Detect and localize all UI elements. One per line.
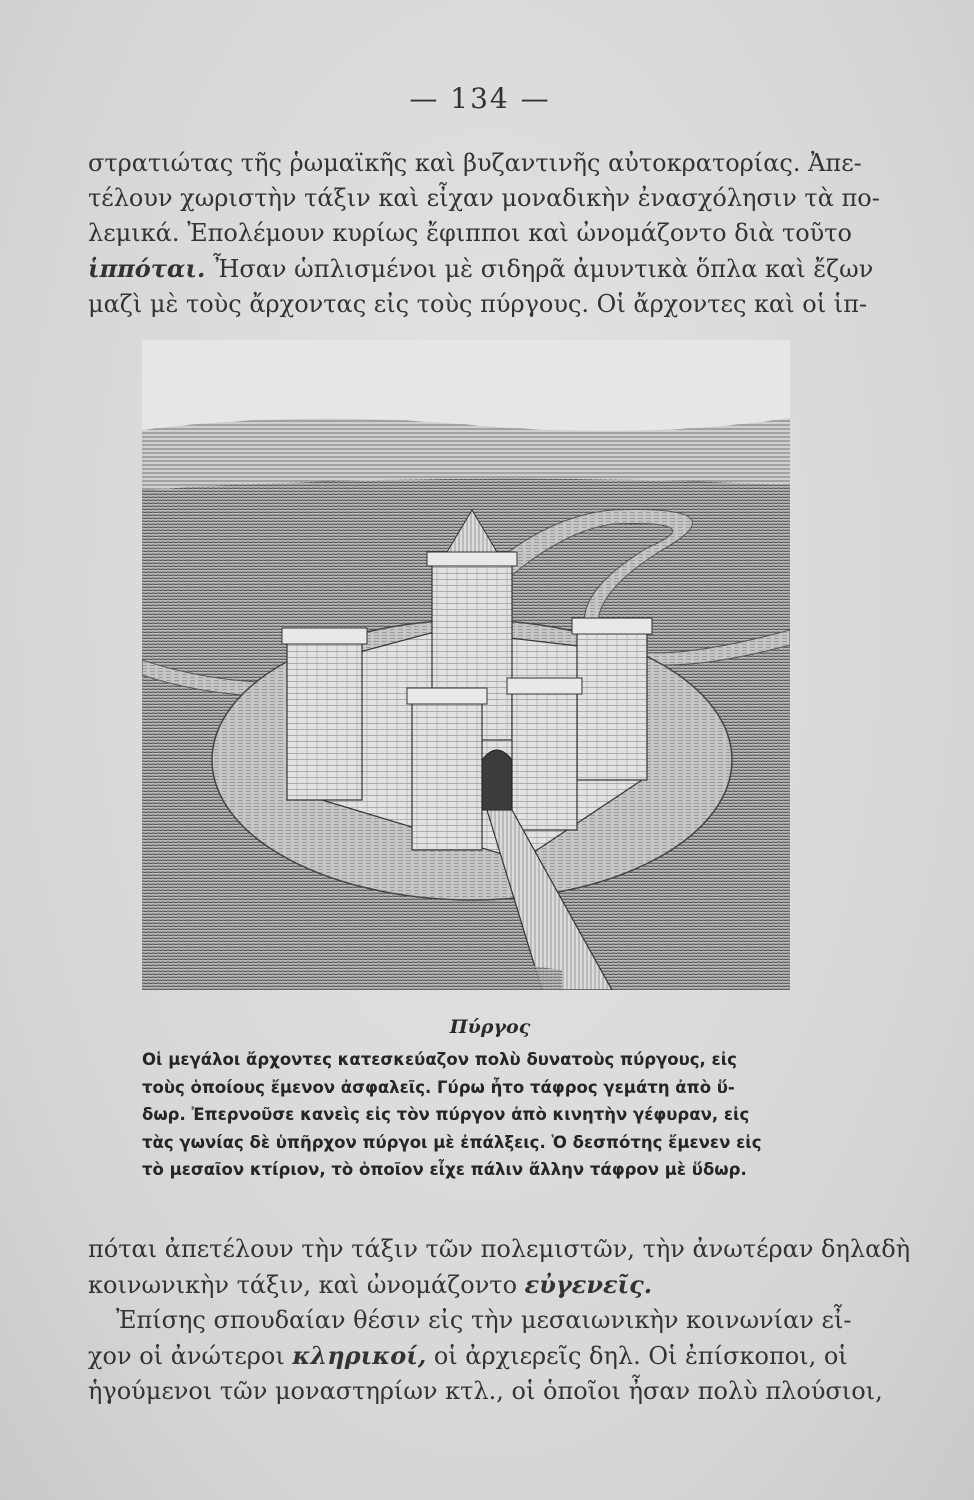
caption-line: τὰς γωνίας δὲ ὑπῆρχον πύργοι μὲ ἐπάλξεις. Ὁ δεσπότης ἔμενεν εἰς xyxy=(142,1132,762,1152)
text-line: Ἐπίσης σπουδαίαν θέσιν εἰς τὴν μεσαιωνικὴν κοινωνίαν εἶ- xyxy=(116,1306,852,1334)
text-line: πόται ἀπετέλουν τὴν τάξιν τῶν πολεμιστῶν, τὴν ἀνωτέραν δηλαδὴ xyxy=(88,1235,911,1263)
text-line: τέλουν χωριστὴν τάξιν καὶ εἶχαν μοναδικὴν ἐνασχόλησιν τὰ πο- xyxy=(88,184,880,212)
battlement xyxy=(572,618,652,634)
text-fragment: χον οἱ ἀνώτεροι xyxy=(88,1342,293,1370)
term-clergy: κληρικοί, xyxy=(292,1341,427,1370)
text-fragment: Ἦσαν ὡπλισμένοι μὲ σιδηρᾶ ἀμυντικὰ ὅπλα καὶ ἔζων xyxy=(205,255,874,283)
text-fragment: οἱ ἀρχιερεῖς δηλ. Οἱ ἐπίσκοποι, οἱ xyxy=(426,1342,848,1370)
left-tower xyxy=(287,640,362,800)
caption-line: τὸ μεσαῖον κτίριον, τὸ ὁποῖον εἶχε πάλιν ἄλλην τάφρον μὲ ὕδωρ. xyxy=(142,1160,747,1179)
battlement xyxy=(507,678,582,694)
caption-line: Οἱ μεγάλοι ἄρχοντες κατεσκεύαζον πολὺ δυνατοὺς πύργους, εἰς xyxy=(142,1050,737,1069)
bottom-paragraph xyxy=(88,1232,911,1409)
castle-engraving xyxy=(142,340,790,990)
gate xyxy=(482,750,512,810)
term-nobles: εὐγενεῖς. xyxy=(524,1270,653,1299)
top-paragraph xyxy=(88,146,888,322)
caption-line: δωρ. Ἐπερνοῦσε κανεὶς εἰς τὸν πύργον ἀπὸ κινητὴν γέφυραν, εἰς xyxy=(142,1105,750,1124)
text-line: λεμικά. Ἐπολέμουν κυρίως ἔφιπποι καὶ ὠνομάζοντο διὰ τοῦτο xyxy=(88,219,852,247)
term-knights: ἱππόται. xyxy=(88,254,206,283)
text-line: στρατιώτας τῆς ῥωμαϊκῆς καὶ βυζαντινῆς αὐτοκρατορίας. Ἀπε- xyxy=(88,149,862,177)
castle-illustration xyxy=(142,340,790,990)
figure-caption xyxy=(142,1046,832,1184)
text-fragment: κοινωνικὴν τάξιν, καὶ ὠνομάζοντο xyxy=(88,1271,525,1299)
battlement xyxy=(282,628,367,644)
right-tower xyxy=(577,630,647,780)
front-left-tower xyxy=(412,700,482,850)
battlement xyxy=(427,552,517,566)
battlement xyxy=(407,688,487,704)
sky xyxy=(142,340,790,430)
text-line xyxy=(88,1338,888,1374)
figure-title: Πύργος xyxy=(449,1016,531,1038)
page-number: — 134 — xyxy=(409,82,551,115)
text-line xyxy=(88,1267,888,1303)
text-line: ἡγούμενοι τῶν μοναστηρίων κτλ., οἱ ὁποῖοι ἦσαν πολὺ πλούσιοι, xyxy=(88,1377,883,1405)
caption-line: τοὺς ὁποίους ἔμενον ἀσφαλεῖς. Γύρω ἦτο τάφρος γεμάτη ἀπὸ ὕ- xyxy=(142,1077,735,1097)
text-line xyxy=(88,251,888,287)
text-line: μαζὶ μὲ τοὺς ἄρχοντας εἰς τοὺς πύργους. Οἱ ἄρχοντες καὶ οἱ ἱπ- xyxy=(88,290,868,318)
front-right-tower xyxy=(512,690,577,830)
